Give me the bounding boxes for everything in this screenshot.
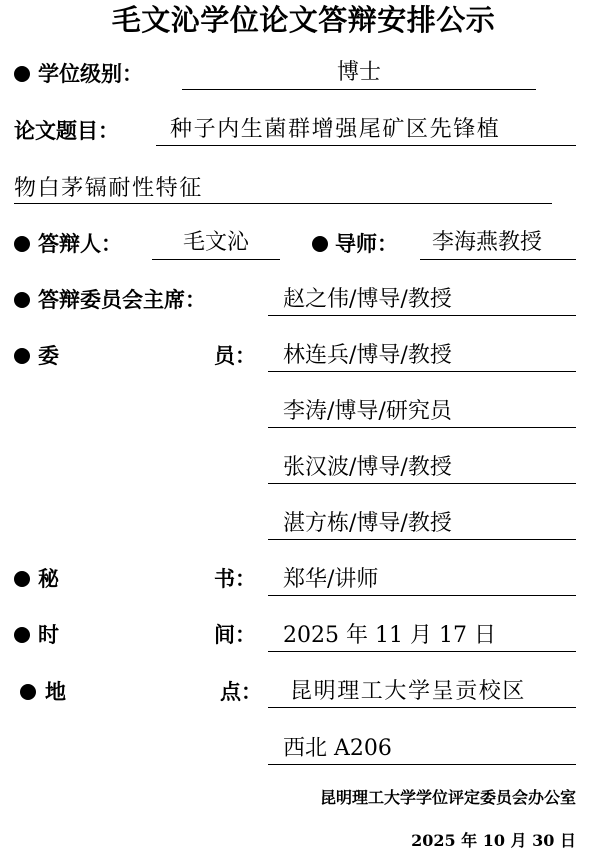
members-label-a: 委 <box>38 344 59 368</box>
issue-date: 2025 年 10 月 30 日 <box>411 831 576 850</box>
bullet-icon <box>20 684 36 700</box>
advisor-label: 导师： <box>335 232 398 256</box>
thesis-label: 论文题目： <box>14 119 119 143</box>
bullet-icon <box>14 236 30 252</box>
time-label-b: 间： <box>214 623 256 647</box>
issuing-office: 昆明理工大学学位评定委员会办公室 <box>319 788 576 807</box>
member-3-underline <box>268 483 576 484</box>
thesis-title-line1: 种子内生菌群增强尾矿区先锋植 <box>170 117 501 142</box>
chair-value: 赵之伟/博导/教授 <box>283 287 452 312</box>
member-2: 李涛/博导/研究员 <box>283 399 452 424</box>
chair-underline <box>268 315 576 316</box>
time-value: 2025 年 11 月 17 日 <box>283 623 496 648</box>
place-line2: 西北 A206 <box>283 736 392 761</box>
secretary-label-a: 秘 <box>38 567 59 591</box>
secretary-value: 郑华/讲师 <box>283 567 379 592</box>
degree-label: 学位级别： <box>38 62 143 86</box>
member-4: 湛方栋/博导/教授 <box>283 511 452 536</box>
defender-value: 毛文沁 <box>182 230 249 255</box>
advisor-value: 李海燕教授 <box>432 230 543 255</box>
thesis-underline-2 <box>14 203 552 204</box>
place-label-a: 地 <box>45 680 66 704</box>
place-line1: 昆明理工大学呈贡校区 <box>290 679 527 704</box>
defender-label: 答辩人： <box>38 232 122 256</box>
bullet-icon <box>14 571 30 587</box>
bullet-icon <box>14 292 30 308</box>
secretary-label-b: 书： <box>214 567 256 591</box>
member-2-underline <box>268 427 576 428</box>
defender-underline <box>152 259 280 260</box>
members-label-b: 员： <box>214 344 256 368</box>
member-1: 林连兵/博导/教授 <box>283 343 452 368</box>
degree-value: 博士 <box>336 60 381 85</box>
bullet-icon <box>312 236 328 252</box>
secretary-underline <box>268 595 576 596</box>
time-underline <box>268 651 576 652</box>
place-label-b: 点： <box>220 680 262 704</box>
chair-label: 答辩委员会主席： <box>38 288 206 312</box>
degree-underline <box>182 89 536 90</box>
thesis-title-line2: 物白茅镉耐性特征 <box>14 176 203 201</box>
member-4-underline <box>268 539 576 540</box>
time-label-a: 时 <box>38 623 59 647</box>
place-underline-2 <box>268 764 576 765</box>
bullet-icon <box>14 66 30 82</box>
member-3: 张汉波/博导/教授 <box>283 455 452 480</box>
advisor-underline <box>420 259 576 260</box>
bullet-icon <box>14 627 30 643</box>
place-underline-1 <box>268 707 576 708</box>
page-title: 毛文沁学位论文答辩安排公示 <box>111 3 496 37</box>
thesis-underline-1 <box>156 145 576 146</box>
bullet-icon <box>14 348 30 364</box>
member-1-underline <box>268 371 576 372</box>
